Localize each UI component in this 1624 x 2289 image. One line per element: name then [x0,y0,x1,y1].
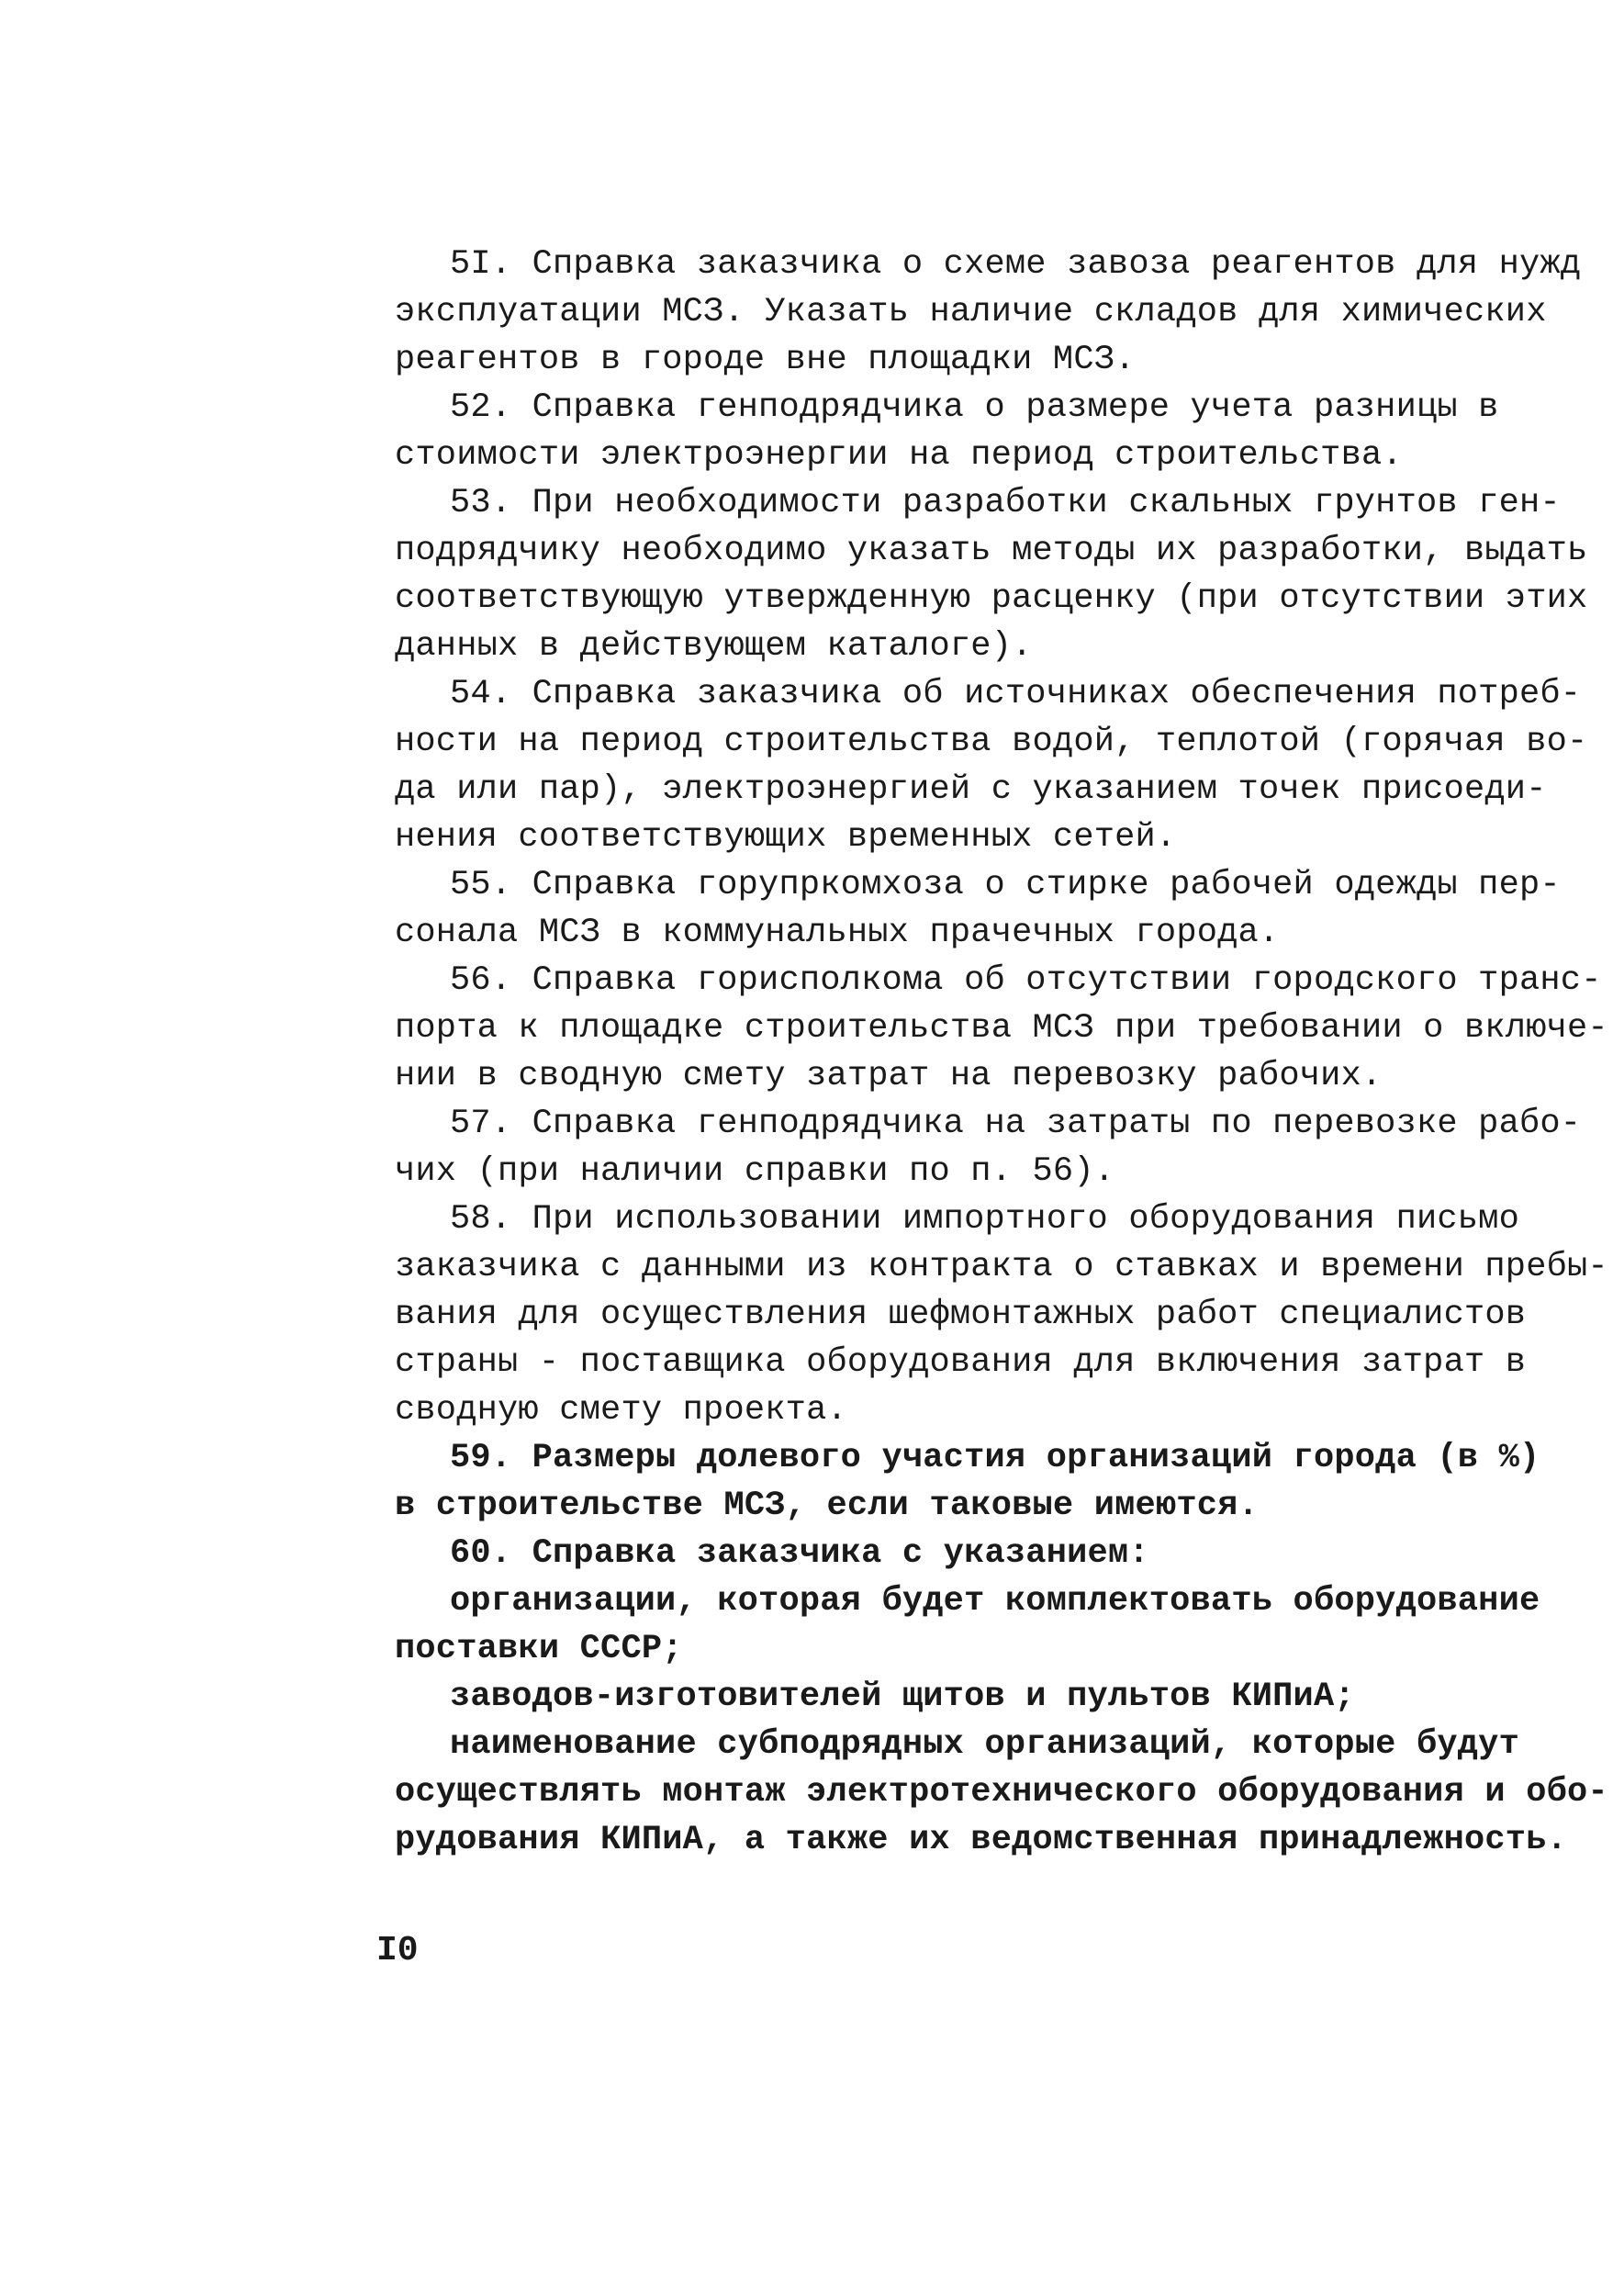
text-line: 55. Справка горупркомхоза о стирке рабочей одежды пер- [450,866,1561,904]
text-line: 59. Размеры долевого участия организаций города (в %) [450,1439,1540,1477]
text-line: заводов-изготовителей щитов и пультов КИПиА; [450,1677,1355,1716]
text-line: организации, которая будет комплектовать оборудование [450,1582,1540,1621]
text-line: нии в сводную смету затрат на перевозку рабочих. [395,1057,1383,1095]
text-line: 56. Справка горисполкома об отсутствии городского транс- [450,961,1602,1000]
text-line: заказчика с данными из контракта о ставках и времени пребы- [395,1248,1608,1286]
text-line: да или пар), электроэнергией с указанием точек присоеди- [395,770,1547,809]
page-number: I0 [376,1931,419,1970]
text-line: ности на период строительства водой, теплотой (горячая во- [395,723,1588,761]
text-line: рудования КИПиА, а также их ведомственная принадлежность. [395,1821,1568,1859]
text-line: 53. При необходимости разработки скальных грунтов ген- [450,484,1561,522]
text-line: нения соответствующих временных сетей. [395,818,1177,857]
document-body [395,241,1608,1864]
text-line: сводную смету проекта. [395,1391,847,1430]
text-line: 54. Справка заказчика об источниках обеспечения потреб- [450,675,1582,713]
text-line: 5I. Справка заказчика о схеме завоза реагентов для нужд [450,245,1582,284]
text-line: стоимости электроэнергии на период строительства. [395,436,1403,475]
text-line: реагентов в городе вне площадки МСЗ. [395,341,1136,379]
text-line: подрядчику необходимо указать методы их разработки, выдать [395,532,1588,570]
text-line: соответствующую утвержденную расценку (при отсутствии этих [395,579,1588,618]
text-line: чих (при наличии справки по п. 56). [395,1152,1115,1191]
text-line: порта к площадке строительства МСЗ при требовании о включе- [395,1009,1608,1048]
text-line: сонала МСЗ в коммунальных прачечных города. [395,914,1280,952]
text-line: 60. Справка заказчика с указанием: [450,1534,1149,1573]
text-line: поставки СССР; [395,1630,683,1668]
text-line: осуществлять монтаж электротехнического оборудования и обо- [395,1773,1608,1812]
text-line: страны - поставщика оборудования для включения затрат в [395,1343,1527,1382]
text-line: данных в действующем каталоге). [395,627,1033,666]
text-line: 58. При использовании импортного оборудования письмо [450,1200,1519,1239]
text-line: эксплуатации МСЗ. Указать наличие складов для химических [395,293,1547,331]
text-line: 57. Справка генподрядчика на затраты по перевозке рабо- [450,1105,1582,1143]
text-line: наименование субподрядных организаций, которые будут [450,1725,1519,1764]
text-line: 52. Справка генподрядчика о размере учета разницы в [450,388,1499,427]
text-line: вания для осуществления шефмонтажных работ специалистов [395,1296,1527,1334]
text-line: в строительстве МСЗ, если таковые имеются. [395,1487,1259,1525]
